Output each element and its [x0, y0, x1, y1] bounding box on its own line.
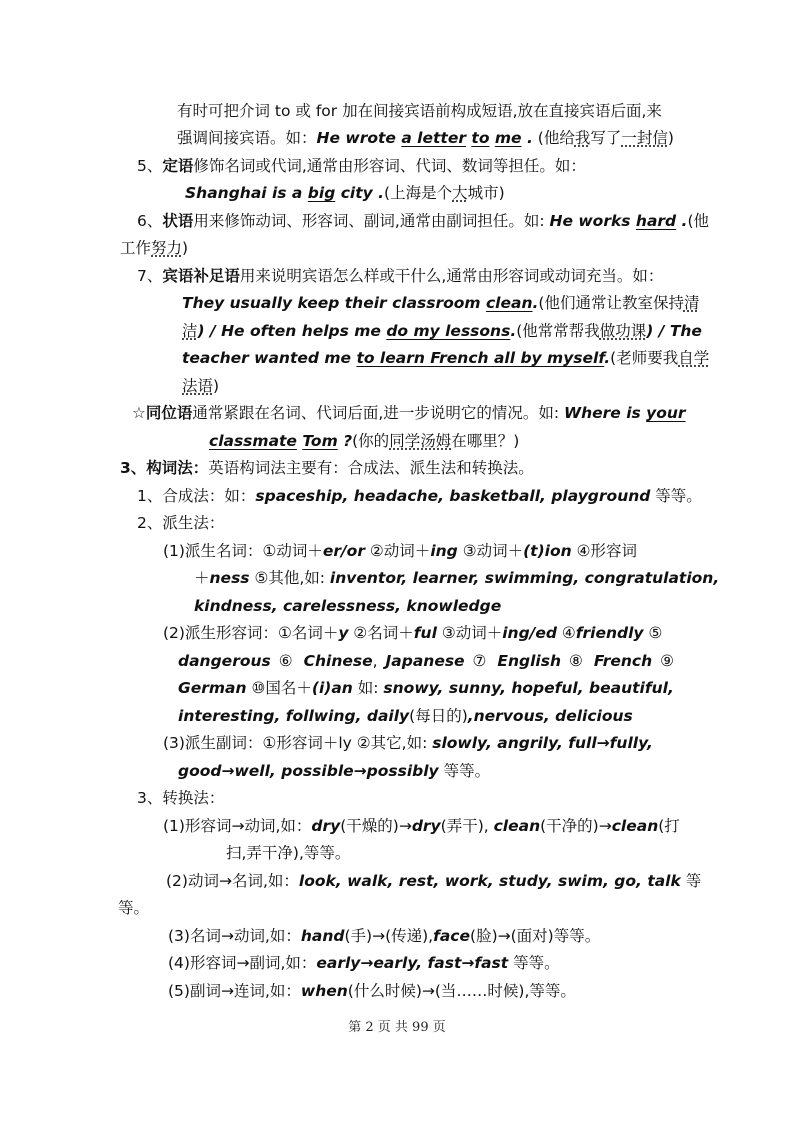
text-span: 扫,弄干净),等等。 — [226, 844, 351, 862]
text-line — [137, 211, 709, 231]
text-span: ②动词＋ — [364, 542, 431, 560]
text-span: me — [494, 129, 522, 147]
text-line — [137, 266, 663, 286]
text-span: ＋ — [194, 569, 210, 587]
text-span: ⑧ — [561, 652, 594, 670]
text-span: (1)派生名词：①动词＋ — [163, 542, 323, 560]
text-span: (干燥的)→ — [340, 817, 412, 835]
text-span: ⑨ — [652, 652, 675, 670]
section-heading — [120, 458, 534, 478]
text-span: Chinese — [303, 652, 373, 670]
example-line — [209, 431, 519, 451]
text-span: friendly — [575, 624, 644, 642]
text-span: 状语 — [162, 212, 194, 230]
text-span: ) — [667, 129, 674, 147]
text-span: . — [521, 129, 533, 147]
text-span: ) — [213, 377, 220, 395]
text-span: (手)→(传递), — [344, 927, 434, 945]
text-span: clean — [485, 294, 533, 312]
text-line — [178, 706, 633, 726]
text-line — [132, 403, 686, 423]
example-line — [182, 376, 219, 396]
text-line — [226, 843, 350, 863]
text-span: . — [510, 322, 517, 340]
text-span: (5)副词→连词,如： — [168, 982, 301, 1000]
text-span: 同位语 — [145, 404, 193, 422]
text-span: 5、 — [137, 157, 163, 175]
text-span: 城市) — [467, 184, 505, 202]
text-span: (弄干), — [440, 817, 494, 835]
text-span: teacher wanted me — [182, 349, 357, 367]
text-span: . — [372, 184, 385, 202]
text-line — [168, 926, 600, 946]
text-span: ☆ — [132, 404, 146, 422]
text-span: dangerous — [178, 652, 271, 670]
text-span: 3、转换法： — [137, 789, 225, 807]
text-line — [177, 128, 674, 148]
text-span: French — [593, 652, 653, 670]
text-line — [137, 486, 702, 506]
text-span: . — [604, 349, 611, 367]
text-span: kindness, carelessness, knowledge — [194, 597, 502, 615]
text-span: dry — [411, 817, 441, 835]
text-span: , — [372, 652, 386, 670]
text-span: slowly, angrily, full→fully, — [432, 734, 653, 752]
text-span: 用来修饰动词、形容词、副词,通常由副词担任。如: — [193, 212, 550, 230]
text-span: 2、派生法： — [137, 514, 225, 532]
text-span: German — [178, 679, 247, 697]
text-span: look, walk, rest, work, study, swim, go, talk — [298, 872, 681, 890]
text-span: 等。 — [118, 899, 150, 917]
text-span: to learn French all by myself — [356, 349, 605, 367]
text-span: ⑤ — [643, 624, 663, 642]
text-span: 3、构词法： — [120, 459, 209, 477]
text-span: (什么时候)→(当……时候),等等。 — [347, 982, 576, 1000]
text-span: ness — [209, 569, 250, 587]
text-span: ful — [413, 624, 437, 642]
text-span: 自学 — [678, 349, 710, 367]
text-span: (脸)→(面对)等等。 — [470, 927, 601, 945]
text-span: 努力 — [151, 239, 183, 257]
text-line — [177, 101, 662, 121]
text-span: early→early, fast→fast — [316, 954, 509, 972]
text-span: ing — [430, 542, 458, 560]
text-line — [163, 733, 653, 753]
text-span: 写了 — [590, 129, 622, 147]
text-span: dry — [311, 817, 341, 835]
text-span: (你的 — [352, 432, 390, 450]
text-span: beautiful, — [589, 679, 674, 697]
text-line — [194, 596, 501, 616]
text-span: 等等。 — [438, 762, 491, 780]
text-span: He often helps me — [221, 322, 387, 340]
text-span: a letter — [401, 129, 466, 147]
text-span: ) — [182, 239, 189, 257]
text-span: face — [433, 927, 471, 945]
text-span: (每日的) — [409, 707, 468, 725]
text-span: English — [497, 652, 562, 670]
text-span: ) / — [197, 322, 222, 340]
example-line — [182, 293, 699, 313]
text-span: (他给 — [532, 129, 575, 147]
text-span: ③动词＋ — [457, 542, 524, 560]
text-span: ,nervous, delicious — [467, 707, 633, 725]
text-span: to — [471, 129, 490, 147]
text-span: 7、 — [137, 267, 163, 285]
text-span: clean — [493, 817, 541, 835]
text-span: ⑤其他,如: — [249, 569, 330, 587]
text-span: The — [669, 322, 702, 340]
text-line — [166, 871, 701, 891]
text-line — [178, 678, 674, 698]
text-line — [118, 898, 149, 918]
text-span: 一封信 — [621, 129, 668, 147]
text-span: classmate — [209, 432, 297, 450]
text-span: 等等。 — [508, 954, 560, 972]
text-line — [137, 513, 224, 533]
text-span: spaceship, headache, basketball, playground — [255, 487, 651, 505]
text-span: 修饰名词或代词,通常由形容词、代词、数词等担任。如： — [193, 157, 586, 175]
text-span: good→well, possible→possibly — [178, 762, 439, 780]
text-span: 强调间接宾语。如： — [177, 129, 317, 147]
text-span: ②名词＋ — [348, 624, 414, 642]
text-span: 在哪里？) — [451, 432, 520, 450]
text-span: snowy, sunny, hopeful, — [383, 679, 584, 697]
text-span: clean — [611, 817, 659, 835]
text-line — [194, 568, 719, 588]
page-footer: 第 2 页 共 99 页 — [348, 1020, 446, 1035]
text-line — [163, 541, 637, 561]
text-span: 工作 — [120, 239, 152, 257]
text-span: He wrote — [316, 129, 402, 147]
text-span: (他们通常让教室保持 — [538, 294, 684, 312]
text-span: inventor, learner, swimming, congratulation, — [329, 569, 720, 587]
text-span: your — [646, 404, 686, 422]
text-span: 同学汤姆 — [389, 432, 452, 450]
text-span: ⑩国名＋ — [246, 679, 312, 697]
text-line — [163, 623, 662, 643]
text-span: 如: — [352, 679, 384, 697]
text-span: 洁 — [182, 322, 198, 340]
text-span: (4)形容词→副词,如： — [168, 954, 317, 972]
text-span: ③动词＋ — [436, 624, 503, 642]
text-line — [137, 156, 586, 176]
example-line — [182, 348, 709, 368]
text-span: Japanese — [385, 652, 465, 670]
text-span: ) / — [646, 322, 670, 340]
text-span: 等 — [680, 872, 702, 890]
text-span: ⑥ — [270, 652, 304, 670]
text-span: (干净的)→ — [540, 817, 612, 835]
text-span: 定语 — [162, 157, 194, 175]
text-span: Shanghai is a — [185, 184, 308, 202]
text-span: ing/ed — [502, 624, 557, 642]
text-span: 用来说明宾语怎么样或干什么,通常由形容词或动词充当。如： — [239, 267, 664, 285]
example-line — [182, 321, 702, 341]
text-line — [168, 981, 576, 1001]
text-span: big — [307, 184, 336, 202]
text-line — [163, 816, 680, 836]
text-span: (3)名词→动词,如： — [168, 927, 301, 945]
text-span: . — [676, 212, 688, 230]
text-span: y — [338, 624, 349, 642]
text-line — [120, 238, 188, 258]
text-span: ? — [337, 432, 353, 450]
text-span: 我 — [574, 129, 591, 147]
text-span: 大 — [452, 184, 468, 202]
text-span: 1、合成法：如： — [137, 487, 256, 505]
text-span: . — [532, 294, 539, 312]
text-span: interesting, follwing, daily — [178, 707, 410, 725]
text-span: er/or — [322, 542, 365, 560]
text-span: (他常常帮我 — [516, 322, 600, 340]
text-span: 英语构词法主要有：合成法、派生法和转换法。 — [208, 459, 534, 477]
text-span: (上海是个 — [384, 184, 453, 202]
text-span: (他 — [687, 212, 709, 230]
text-span: 法语 — [182, 377, 214, 395]
text-span: They usually keep their classroom — [182, 294, 486, 312]
text-span: (2)派生形容词：①名词＋ — [163, 624, 339, 642]
text-span: (打 — [658, 817, 680, 835]
text-span: ⑦ — [464, 652, 498, 670]
text-span: (2)动词→名词,如： — [166, 872, 299, 890]
text-span: 做功课 — [599, 322, 647, 340]
text-span: (1)形容词→动词,如： — [163, 817, 312, 835]
text-span: hard — [635, 212, 677, 230]
text-span: ④ — [556, 624, 576, 642]
text-span: 有时可把介词 to 或 for 加在间接宾语前构成短语,放在直接宾语后面,来 — [177, 102, 662, 120]
text-span: when — [300, 982, 348, 1000]
text-span: Tom — [302, 432, 338, 450]
text-span: do my lessons — [386, 322, 511, 340]
text-line — [178, 651, 674, 671]
text-span: (t)ion — [523, 542, 572, 560]
text-span: 通常紧跟在名词、代词后面,进一步说明它的情况。如: — [192, 404, 564, 422]
text-span: city — [335, 184, 373, 202]
text-span: 宾语补足语 — [162, 267, 240, 285]
text-span: (3)派生副词：①形容词＋ly ②其它,如: — [163, 734, 433, 752]
text-line — [168, 953, 560, 973]
text-span: 等等。 — [650, 487, 702, 505]
text-line — [137, 788, 224, 808]
text-span: ④形容词 — [571, 542, 637, 560]
text-span: (老师要我 — [610, 349, 679, 367]
text-span: Where is — [564, 404, 647, 422]
text-span: (i)an — [311, 679, 353, 697]
text-span: 清 — [683, 294, 700, 312]
text-span: 6、 — [137, 212, 163, 230]
text-span: He works — [549, 212, 636, 230]
text-line — [178, 761, 490, 781]
text-span: hand — [300, 927, 345, 945]
example-line — [185, 183, 505, 203]
